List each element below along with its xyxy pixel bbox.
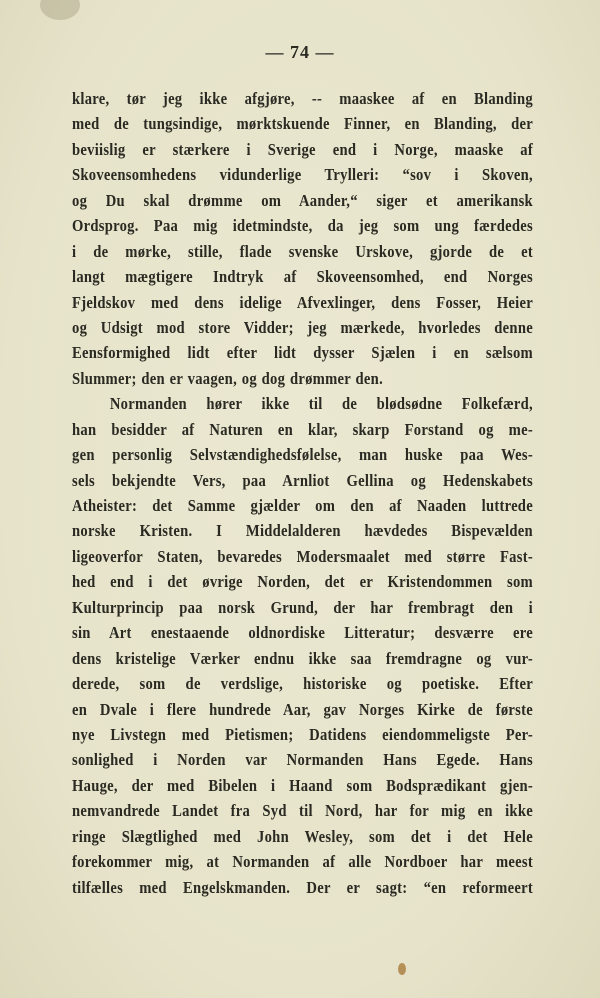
text-line: sels bekjendte Vers, paa Arnliot Gellina og Hedenskabets (72, 470, 533, 490)
text-line: ringe Slægtlighed med John Wesley, som det i det Hele (72, 826, 533, 846)
page-number: — 74 — (265, 42, 335, 62)
text-line: Ordsprog. Paa mig idetmindste, da jeg som ung færdedes (72, 216, 533, 236)
text-line: norske Kristen. I Middelalderen hævdedes Bispevælden (72, 521, 533, 541)
text-line: klare, tør jeg ikke afgjøre, -- maaskee af en Blanding (72, 89, 533, 108)
text-line: Atheister: det Samme gjælder om den af Naaden luttrede (72, 496, 533, 515)
text-line: Normanden hører ikke til de blødsødne Folkefærd, (109, 394, 533, 414)
text-line: sin Art enestaaende oldnordiske Litteratur; desværre ere (72, 623, 533, 643)
text-line: hed end i det øvrige Norden, det er Kristendommen som (72, 572, 533, 592)
text-line: ligeoverfor Staten, bevaredes Modersmaalet med større Fast- (72, 546, 533, 566)
text-line: Kulturprincip paa norsk Grund, der har frembragt den i (72, 597, 533, 617)
text-line: han besidder af Naturen en klar, skarp Forstand og me- (72, 419, 533, 439)
body-text (72, 86, 533, 900)
stain (40, 0, 80, 20)
text-line: Fjeldskov med dens idelige Afvexlinger, dens Fosser, Heier (72, 292, 533, 312)
text-line: beviislig er stærkere i Sverige end i Norge, maaske af (72, 139, 533, 159)
text-line: nye Livstegn med Pietismen; Datidens eiendommeligste Per- (72, 724, 533, 744)
text-line: og Udsigt mod store Vidder; jeg mærkede, hvorledes denne (72, 317, 533, 337)
text-line: og Du skal drømme om Aander,“ siger et amerikansk (72, 190, 533, 210)
text-line: dens kristelige Værker endnu ikke saa fremdragne og vur- (72, 648, 533, 668)
text-line: med de tungsindige, mørktskuende Finner, en Blanding, der (72, 114, 533, 134)
text-line: i de mørke, stille, flade svenske Urskove, gjorde de et (72, 241, 533, 261)
stain (398, 963, 406, 975)
text-line: tilfælles med Engelskmanden. Der er sagt: “en reformeert (72, 877, 533, 897)
text-line: derede, som de verdslige, historiske og poetiske. Efter (72, 674, 533, 694)
text-line: en Dvale i flere hundrede Aar, gav Norges Kirke de første (72, 699, 533, 719)
text-line: sonlighed i Norden var Normanden Hans Egede. Hans (72, 750, 533, 770)
text-line: Eensformighed lidt efter lidt dysser Sjælen i en sælsom (72, 343, 533, 363)
text-line: Hauge, der med Bibelen i Haand som Bodsprædikant gjen- (72, 775, 533, 795)
text-line: nemvandrede Landet fra Syd til Nord, har for mig en ikke (72, 801, 533, 821)
text-line: Slummer; den er vaagen, og dog drømmer den. (72, 368, 383, 388)
text-line: langt mægtigere Indtryk af Skoveensomhed, end Norges (72, 267, 533, 287)
text-line: gen personlig Selvstændighedsfølelse, man huske paa Wes- (72, 445, 533, 465)
text-line: forekommer mig, at Normanden af alle Nordboer har meest (72, 852, 533, 872)
text-line: Skoveensomhedens vidunderlige Trylleri: “sov i Skoven, (72, 165, 533, 185)
